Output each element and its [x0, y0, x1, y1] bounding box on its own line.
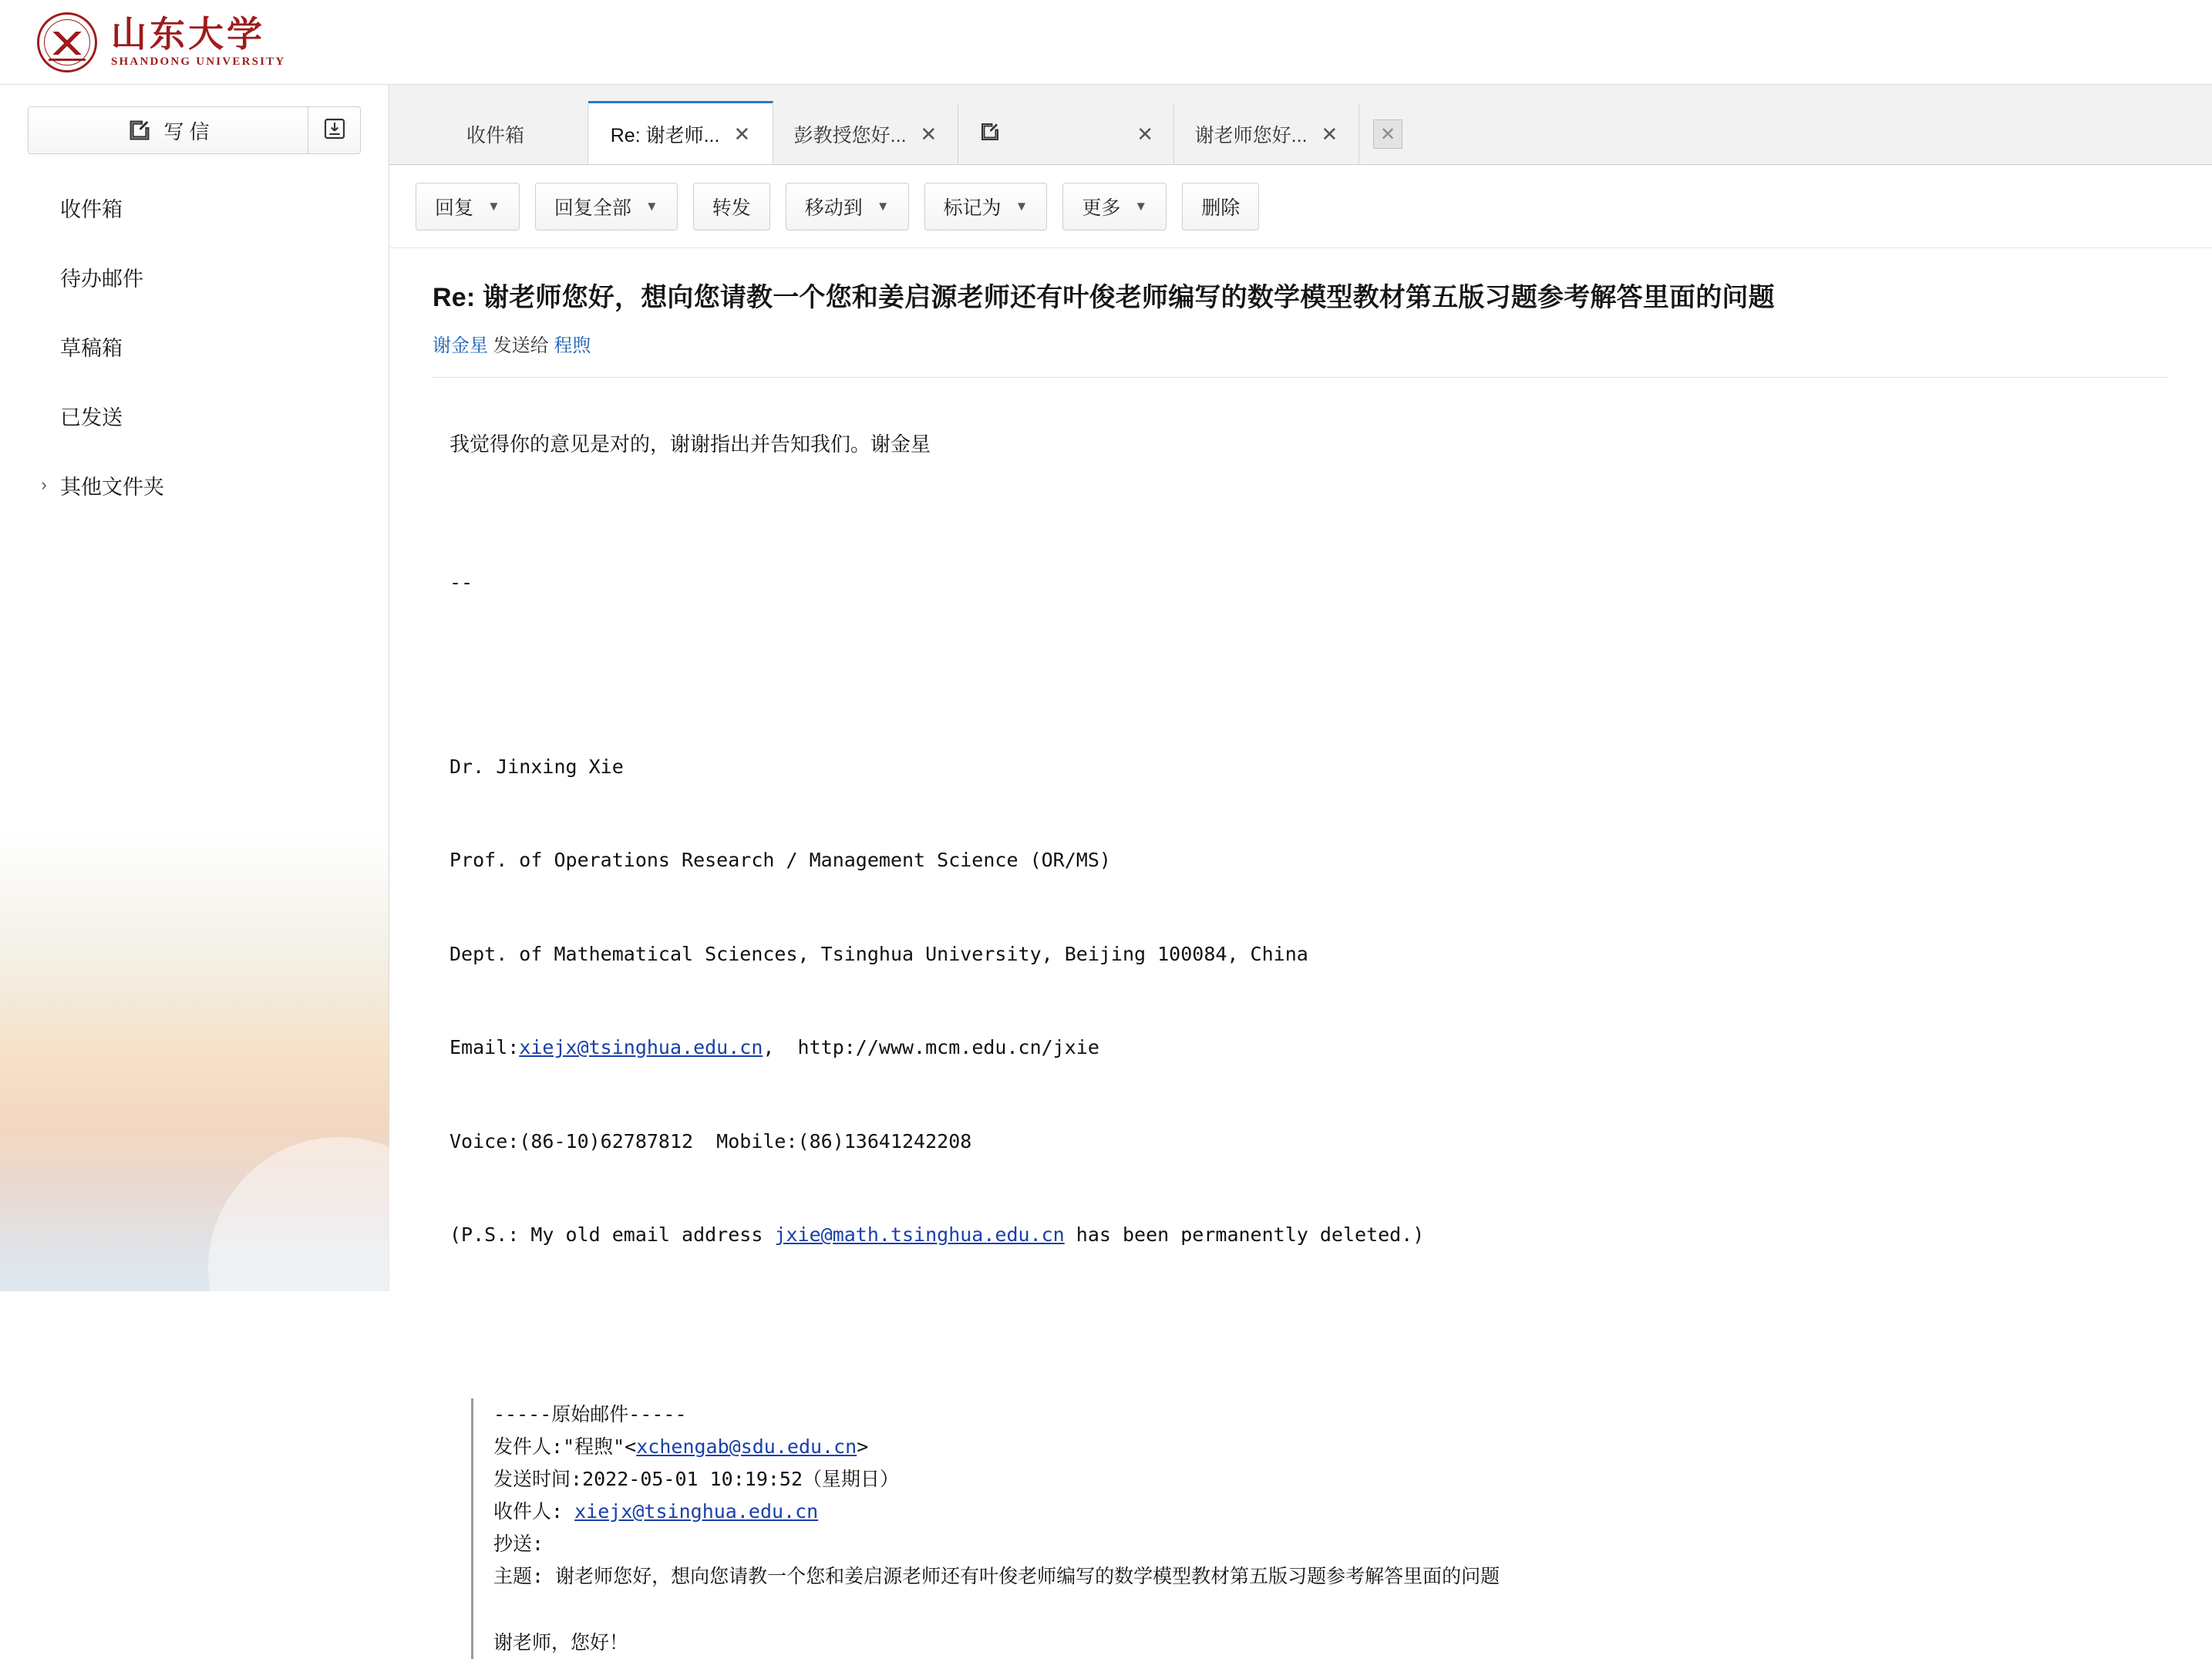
sidebar-item-label: 已发送	[60, 405, 123, 429]
sidebar-item-todo[interactable]	[0, 242, 389, 311]
quote-to-email-link[interactable]: xiejx@tsinghua.edu.cn	[574, 1499, 819, 1523]
quote-from-email-link[interactable]: xchengab@sdu.edu.cn	[636, 1435, 857, 1458]
chevron-down-icon: ▼	[876, 198, 890, 214]
more-button[interactable]	[1062, 183, 1167, 231]
mark-as-label: 标记为	[943, 197, 1002, 219]
brand-text	[111, 12, 286, 69]
recipient-link[interactable]: 程煦	[554, 335, 591, 356]
message-view	[389, 248, 2212, 1659]
signature-line-5: Voice:(86-10)62787812 Mobile:(86)13641242208	[449, 1129, 972, 1153]
compose-label: 写 信	[163, 119, 210, 143]
message-body	[433, 426, 2169, 1659]
compose-row	[28, 106, 361, 154]
quote-header: -----原始邮件-----	[493, 1402, 687, 1425]
reply-label: 回复	[435, 197, 474, 219]
brand-name-cn: 山东大学	[111, 12, 265, 55]
tab-bar	[389, 85, 2212, 165]
message-subject: Re: 谢老师您好，想向您请教一个您和姜启源老师还有叶俊老师编写的数学模型教材第五版习题参考解答里面的问题	[433, 283, 1775, 312]
tab-reply-message[interactable]	[588, 101, 773, 164]
meta-middle-text: 发送给	[493, 335, 549, 356]
message-toolbar	[389, 165, 2212, 248]
sender-link[interactable]: 谢金星	[433, 335, 488, 356]
close-icon[interactable]: ✕	[1321, 123, 1338, 146]
quote-subject-label: 主题:	[493, 1564, 544, 1587]
tab-label: 彭教授您好...	[793, 125, 907, 146]
chevron-down-icon: ▼	[1015, 198, 1029, 214]
sidebar	[0, 85, 389, 1291]
sidebar-item-label: 其他文件夹	[60, 475, 164, 499]
close-icon[interactable]: ✕	[733, 122, 751, 146]
signature-separator: --	[449, 571, 473, 594]
compose-icon	[978, 120, 1002, 149]
tab-inbox[interactable]	[403, 104, 588, 164]
quote-from-name: "程煦"	[563, 1435, 625, 1458]
signature-email-line	[449, 1032, 2169, 1064]
signature-email-link[interactable]: xiejx@tsinghua.edu.cn	[519, 1036, 763, 1059]
sidebar-item-label: 草稿箱	[60, 336, 123, 360]
quote-date-line	[493, 1463, 2169, 1496]
signature-block	[449, 505, 2169, 1314]
close-icon[interactable]: ✕	[1136, 123, 1153, 146]
quote-cc-line: 抄送:	[493, 1532, 544, 1555]
email-prefix: Email:	[449, 1036, 520, 1059]
chevron-down-icon: ▼	[1134, 198, 1148, 214]
quote-date-value: 2022-05-01 10:19:52（星期日）	[582, 1467, 900, 1490]
quote-date-label: 发送时间:	[493, 1467, 583, 1490]
reply-all-button[interactable]	[535, 183, 678, 231]
tab-overflow-placeholder[interactable]	[1359, 104, 1416, 164]
brand-header	[0, 0, 2212, 85]
reply-button[interactable]	[416, 183, 520, 231]
quote-to-label: 收件人:	[493, 1499, 564, 1523]
content-pane	[389, 85, 2212, 1654]
main-split	[0, 85, 2212, 1654]
tab-label: Re: 谢老师...	[610, 124, 720, 146]
move-to-button[interactable]	[786, 183, 909, 231]
sidebar-item-label: 待办邮件	[60, 267, 143, 291]
sidebar-item-drafts[interactable]	[0, 311, 389, 381]
more-label: 更多	[1082, 197, 1121, 219]
receive-mail-icon	[322, 116, 347, 145]
signature-ps-line	[449, 1220, 2169, 1251]
sidebar-item-inbox[interactable]	[0, 173, 389, 242]
message-meta	[433, 330, 2169, 378]
old-email-link[interactable]: jxie@math.tsinghua.edu.cn	[774, 1223, 1065, 1247]
tab-xie-teacher-message[interactable]	[1174, 104, 1359, 164]
chevron-down-icon: ▼	[645, 198, 658, 214]
compose-button[interactable]	[28, 106, 308, 154]
quote-from-label: 发件人:	[493, 1435, 564, 1458]
tab-label: 收件箱	[466, 125, 524, 146]
mark-as-button[interactable]	[924, 183, 1048, 231]
chevron-down-icon: ▼	[487, 198, 500, 214]
shandong-university-seal-icon	[37, 12, 97, 72]
signature-line-3: Dept. of Mathematical Sciences, Tsinghua University, Beijing 100084, China	[449, 942, 1308, 965]
folder-nav-list	[0, 173, 389, 520]
quote-to-line	[493, 1496, 2169, 1528]
tab-label: 谢老师您好...	[1194, 125, 1308, 146]
email-suffix: , http://www.mcm.edu.cn/jxie	[763, 1036, 1099, 1059]
delete-label: 删除	[1201, 197, 1241, 219]
ps-suffix: has been permanently deleted.)	[1064, 1223, 1425, 1247]
move-to-label: 移动到	[804, 197, 863, 219]
tab-compose-draft[interactable]	[958, 104, 1174, 164]
tab-peng-professor-message[interactable]	[773, 104, 958, 164]
quote-subject-value: 谢老师您好，想向您请教一个您和姜启源老师还有叶俊老师编写的数学模型教材第五版习题参考解答里面的问题	[555, 1564, 1500, 1587]
sidebar-item-label: 收件箱	[60, 197, 123, 221]
close-icon[interactable]: ✕	[920, 123, 938, 146]
ps-prefix: (P.S.: My old email address	[449, 1223, 775, 1247]
signature-line-1: Dr. Jinxing Xie	[449, 755, 624, 778]
forward-label: 转发	[712, 197, 751, 219]
signature-line-2: Prof. of Operations Research / Management Science (OR/MS)	[449, 849, 1111, 872]
delete-button[interactable]	[1182, 183, 1259, 231]
message-body-text: 我觉得你的意见是对的，谢谢指出并告知我们。谢金星	[449, 432, 931, 456]
quote-subject-line	[493, 1560, 2169, 1593]
quoted-original-message	[471, 1398, 2169, 1659]
sidebar-item-other-folders[interactable]	[0, 450, 389, 520]
close-all-tabs-icon[interactable]: ✕	[1373, 119, 1402, 149]
quote-from-line: 发件人:"程煦"<xchengab@sdu.edu.cn>	[493, 1435, 869, 1458]
chevron-right-icon: ›	[41, 475, 47, 494]
compose-pen-icon	[126, 117, 153, 143]
receive-mail-button[interactable]	[308, 106, 361, 154]
reply-all-label: 回复全部	[554, 197, 631, 219]
sidebar-item-sent[interactable]	[0, 381, 389, 450]
forward-button[interactable]	[693, 183, 770, 231]
quote-greeting: 谢老师，您好！	[493, 1630, 629, 1654]
brand-name-en: SHANDONG UNIVERSITY	[111, 56, 286, 69]
